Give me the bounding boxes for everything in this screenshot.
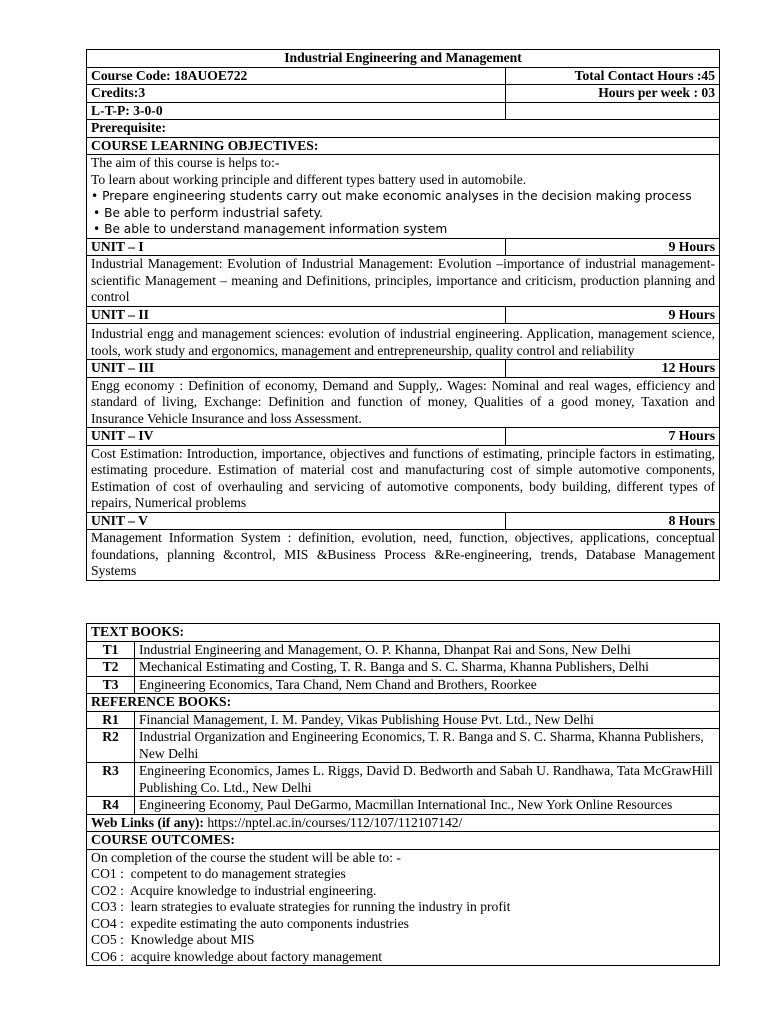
book-text: Engineering Economics, Tara Chand, Nem Chand and Brothers, Roorkee [135, 676, 720, 694]
unit-content: Industrial Management: Evolution of Industrial Management: Evolution –importance of industrial management-scientific Management – meaning and Definitions, principles, importance and criticism, production planning and control [87, 256, 720, 307]
outcome-id: CO5 : [91, 932, 124, 947]
hours-per-week: Hours per week : 03 [506, 85, 720, 103]
book-id: R2 [87, 729, 135, 763]
objectives-intro: The aim of this course is helps to:- [91, 155, 280, 170]
outcome-item [91, 899, 715, 916]
book-text: Industrial Engineering and Management, O. P. Khanna, Dhanpat Rai and Sons, New Delhi [135, 641, 720, 659]
unit-header-row [87, 428, 720, 446]
book-text: Mechanical Estimating and Costing, T. R. Banga and S. C. Sharma, Khanna Publishers, Delhi [135, 659, 720, 677]
unit-content-row [87, 530, 720, 581]
book-id: R4 [87, 797, 135, 815]
unit-hours: 12 Hours [506, 360, 720, 378]
unit-content: Cost Estimation: Introduction, importance, objectives and functions of estimating, principle factors in estimating, estimating procedure. Estimation of material cost and manufacturing cost of simple automotive components, Estimation of cost of overhauling and servicing of automotive components, body building, different types of repairs, Numerical problems [87, 445, 720, 512]
unit-name: UNIT – I [87, 238, 506, 256]
book-id: T3 [87, 676, 135, 694]
outcome-item [91, 916, 715, 933]
unit-content: Engg economy : Definition of economy, Demand and Supply,. Wages: Nominal and real wages, efficiency and standard of living, Exchange: Definition and function of money, Qualities of a good money, Taxation and Insurance Vehicle Insurance and loss Assessment. [87, 377, 720, 428]
unit-name: UNIT – II [87, 306, 506, 324]
objective-bullet: • Be able to understand management information system [91, 221, 715, 238]
unit-header-row [87, 360, 720, 378]
outcome-text: competent to do management strategies [130, 866, 346, 881]
unit-name: UNIT – III [87, 360, 506, 378]
book-row [87, 797, 720, 815]
outcome-id: CO2 : [91, 882, 124, 898]
prerequisite-row [87, 120, 720, 138]
course-code-row [87, 67, 720, 85]
unit-content: Management Information System : definition, evolution, need, function, objectives, applications, conceptual foundations, planning &control, MIS &Business Process &Re-engineering, trends, Database Management Systems [87, 530, 720, 581]
unit-hours: 9 Hours [506, 238, 720, 256]
objectives-content [87, 155, 720, 239]
book-row [87, 659, 720, 677]
outcome-id: CO6 : [91, 948, 124, 964]
unit-header-row [87, 306, 720, 324]
outcome-text: Knowledge about MIS [130, 932, 255, 947]
outcomes-row [87, 849, 720, 966]
outcome-text: acquire knowledge about factory management [130, 948, 383, 964]
ltp-empty-cell [506, 102, 720, 120]
total-contact-hours: Total Contact Hours :45 [506, 67, 720, 85]
book-row [87, 729, 720, 763]
outcome-item [91, 949, 715, 966]
unit-content-row [87, 377, 720, 428]
unit-content-row [87, 324, 720, 360]
web-links-label: Web Links (if any): [91, 814, 204, 830]
books-table [86, 623, 720, 966]
unit-hours: 8 Hours [506, 512, 720, 530]
course-code: Course Code: 18AUOE722 [87, 67, 506, 85]
objective-bullet: • Be able to perform industrial safety. [91, 205, 715, 222]
unit-hours: 7 Hours [506, 428, 720, 446]
outcomes-intro: On completion of the course the student will be able to: - [91, 849, 401, 865]
ltp-row [87, 102, 720, 120]
unit-name: UNIT – V [87, 512, 506, 530]
unit-name: UNIT – IV [87, 428, 506, 446]
outcomes-content [87, 849, 720, 966]
book-text: Engineering Economics, James L. Riggs, David D. Bedworth and Sabah U. Randhawa, Tata McGrawHill Publishing Co. Ltd., New Delhi [135, 763, 720, 797]
reference-books-heading: REFERENCE BOOKS: [87, 694, 720, 712]
unit-content-row [87, 256, 720, 307]
web-links-cell [87, 814, 720, 832]
outcomes-heading-row [87, 832, 720, 850]
unit-content-row [87, 445, 720, 512]
outcome-text: Acquire knowledge to industrial engineering. [129, 882, 377, 898]
syllabus-table [86, 49, 720, 581]
title-row [87, 50, 720, 68]
outcome-id: CO1 : [91, 866, 124, 881]
objectives-heading-row [87, 137, 720, 155]
credits: Credits:3 [87, 85, 506, 103]
outcome-id: CO3 : [91, 899, 124, 914]
objective-bullet: • Prepare engineering students carry out make economic analyses in the decision making process [91, 188, 715, 205]
outcome-id: CO4 : [91, 915, 124, 931]
ltp: L-T-P: 3-0-0 [87, 102, 506, 120]
outcome-item [91, 883, 715, 900]
prerequisite: Prerequisite: [87, 120, 720, 138]
objectives-line: To learn about working principle and different types battery used in automobile. [91, 171, 527, 187]
outcome-text: expedite estimating the auto components industries [130, 915, 409, 931]
web-links-row [87, 814, 720, 832]
book-text: Financial Management, I. M. Pandey, Vikas Publishing House Pvt. Ltd., New Delhi [135, 711, 720, 729]
objectives-row [87, 155, 720, 239]
outcomes-heading: COURSE OUTCOMES: [87, 832, 720, 850]
unit-header-row [87, 238, 720, 256]
book-id: T1 [87, 641, 135, 659]
book-id: R3 [87, 763, 135, 797]
book-text: Industrial Organization and Engineering Economics, T. R. Banga and S. C. Sharma, Khanna Publishers, New Delhi [135, 729, 720, 763]
unit-content: Industrial engg and management sciences: evolution of industrial engineering. Application, management science, tools, work study and ergonomics, management and entrepreneurship, quality control and reliability [87, 324, 720, 360]
course-title: Industrial Engineering and Management [87, 50, 720, 68]
unit-hours: 9 Hours [506, 306, 720, 324]
book-row [87, 641, 720, 659]
text-books-heading: TEXT BOOKS: [87, 624, 720, 642]
book-text: Engineering Economy, Paul DeGarmo, Macmillan International Inc., New York Online Resources [135, 797, 720, 815]
book-row [87, 676, 720, 694]
outcome-item [91, 866, 715, 883]
unit-header-row [87, 512, 720, 530]
objectives-heading: COURSE LEARNING OBJECTIVES: [87, 137, 720, 155]
outcome-text: learn strategies to evaluate strategies for running the industry in profit [130, 899, 511, 914]
book-id: T2 [87, 659, 135, 677]
reference-books-heading-row [87, 694, 720, 712]
book-row [87, 763, 720, 797]
outcome-item [91, 932, 715, 949]
book-id: R1 [87, 711, 135, 729]
credits-row [87, 85, 720, 103]
book-row [87, 711, 720, 729]
web-link[interactable]: https://nptel.ac.in/courses/112/107/112107142/ [203, 814, 463, 830]
text-books-heading-row [87, 624, 720, 642]
